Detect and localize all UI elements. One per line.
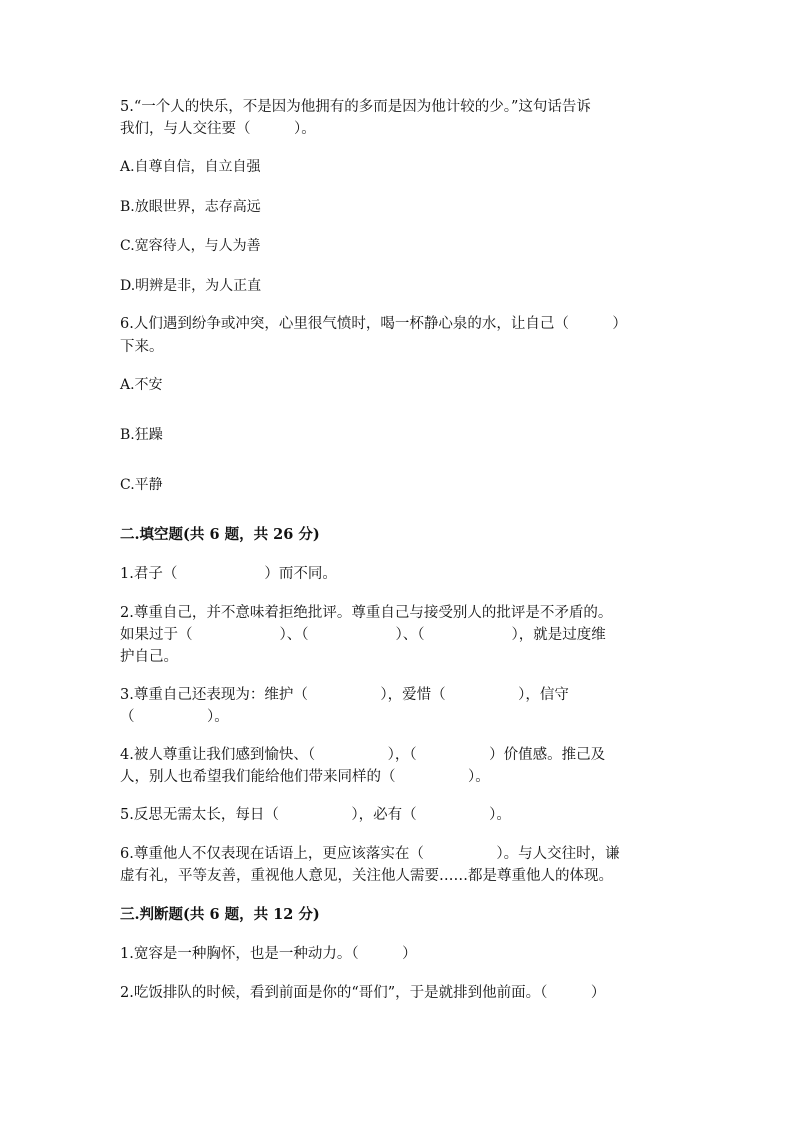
question-6-option-b: B.狂躁: [120, 427, 163, 443]
fill-item-3: 3.尊重自己还表现为：维护（ ），爱惜（ ），信守: [120, 687, 569, 703]
fill-item-1: 1.君子（ ）而不同。: [120, 566, 337, 582]
judge-item-2: 2.吃饭排队的时候，看到前面是你的“哥们”，于是就排到他前面。（ ）: [120, 985, 606, 1001]
fill-item-4-cont: 人，别人也希望我们能给他们带来同样的（ ）。: [120, 769, 490, 785]
fill-item-3-cont: （ ）。: [120, 709, 229, 725]
question-5-stem: 5.“一个人的快乐，不是因为他拥有的多而是因为他计较的少。”这句话告诉: [120, 99, 591, 115]
question-5-option-a: A.自尊自信，自立自强: [120, 159, 261, 175]
fill-item-2: 2.尊重自己，并不意味着拒绝批评。尊重自己与接受别人的批评是不矛盾的。: [120, 605, 613, 621]
fill-item-2-cont2: 护自己。: [120, 649, 178, 665]
fill-item-4: 4.被人尊重让我们感到愉快、（ ），（ ）价值感。推己及: [120, 747, 606, 763]
fill-item-6-cont: 虚有礼，平等友善，重视他人意见，关注他人需要……都是尊重他人的体现。: [120, 868, 613, 884]
question-6-stem: 6.人们遇到纷争或冲突，心里很气愤时，喝一杯静心泉的水，让自己（ ）: [120, 316, 627, 332]
question-5-stem-cont: 我们，与人交往要（ ）。: [120, 121, 316, 137]
fill-section-heading: 二.填空题(共 6 题，共 26 分): [120, 526, 320, 543]
question-6-option-a: A.不安: [120, 377, 163, 393]
question-6-stem-cont: 下来。: [120, 339, 164, 355]
question-5-option-d: D.明辨是非，为人正直: [120, 278, 262, 294]
question-6-option-c: C.平静: [120, 477, 163, 493]
question-5-option-c: C.宽容待人，与人为善: [120, 238, 261, 254]
fill-item-6: 6.尊重他人不仅表现在话语上，更应该落实在（ ）。与人交往时，谦: [120, 846, 620, 862]
fill-item-5: 5.反思无需太长，每日（ ），必有（ ）。: [120, 807, 511, 823]
judge-section-heading: 三.判断题(共 6 题，共 12 分): [120, 906, 320, 923]
judge-item-1: 1.宽容是一种胸怀，也是一种动力。（ ）: [120, 946, 417, 962]
fill-item-2-cont: 如果过于（ ）、（ ）、（ ），就是过度维: [120, 627, 606, 643]
question-5-option-b: B.放眼世界，志存高远: [120, 199, 261, 215]
